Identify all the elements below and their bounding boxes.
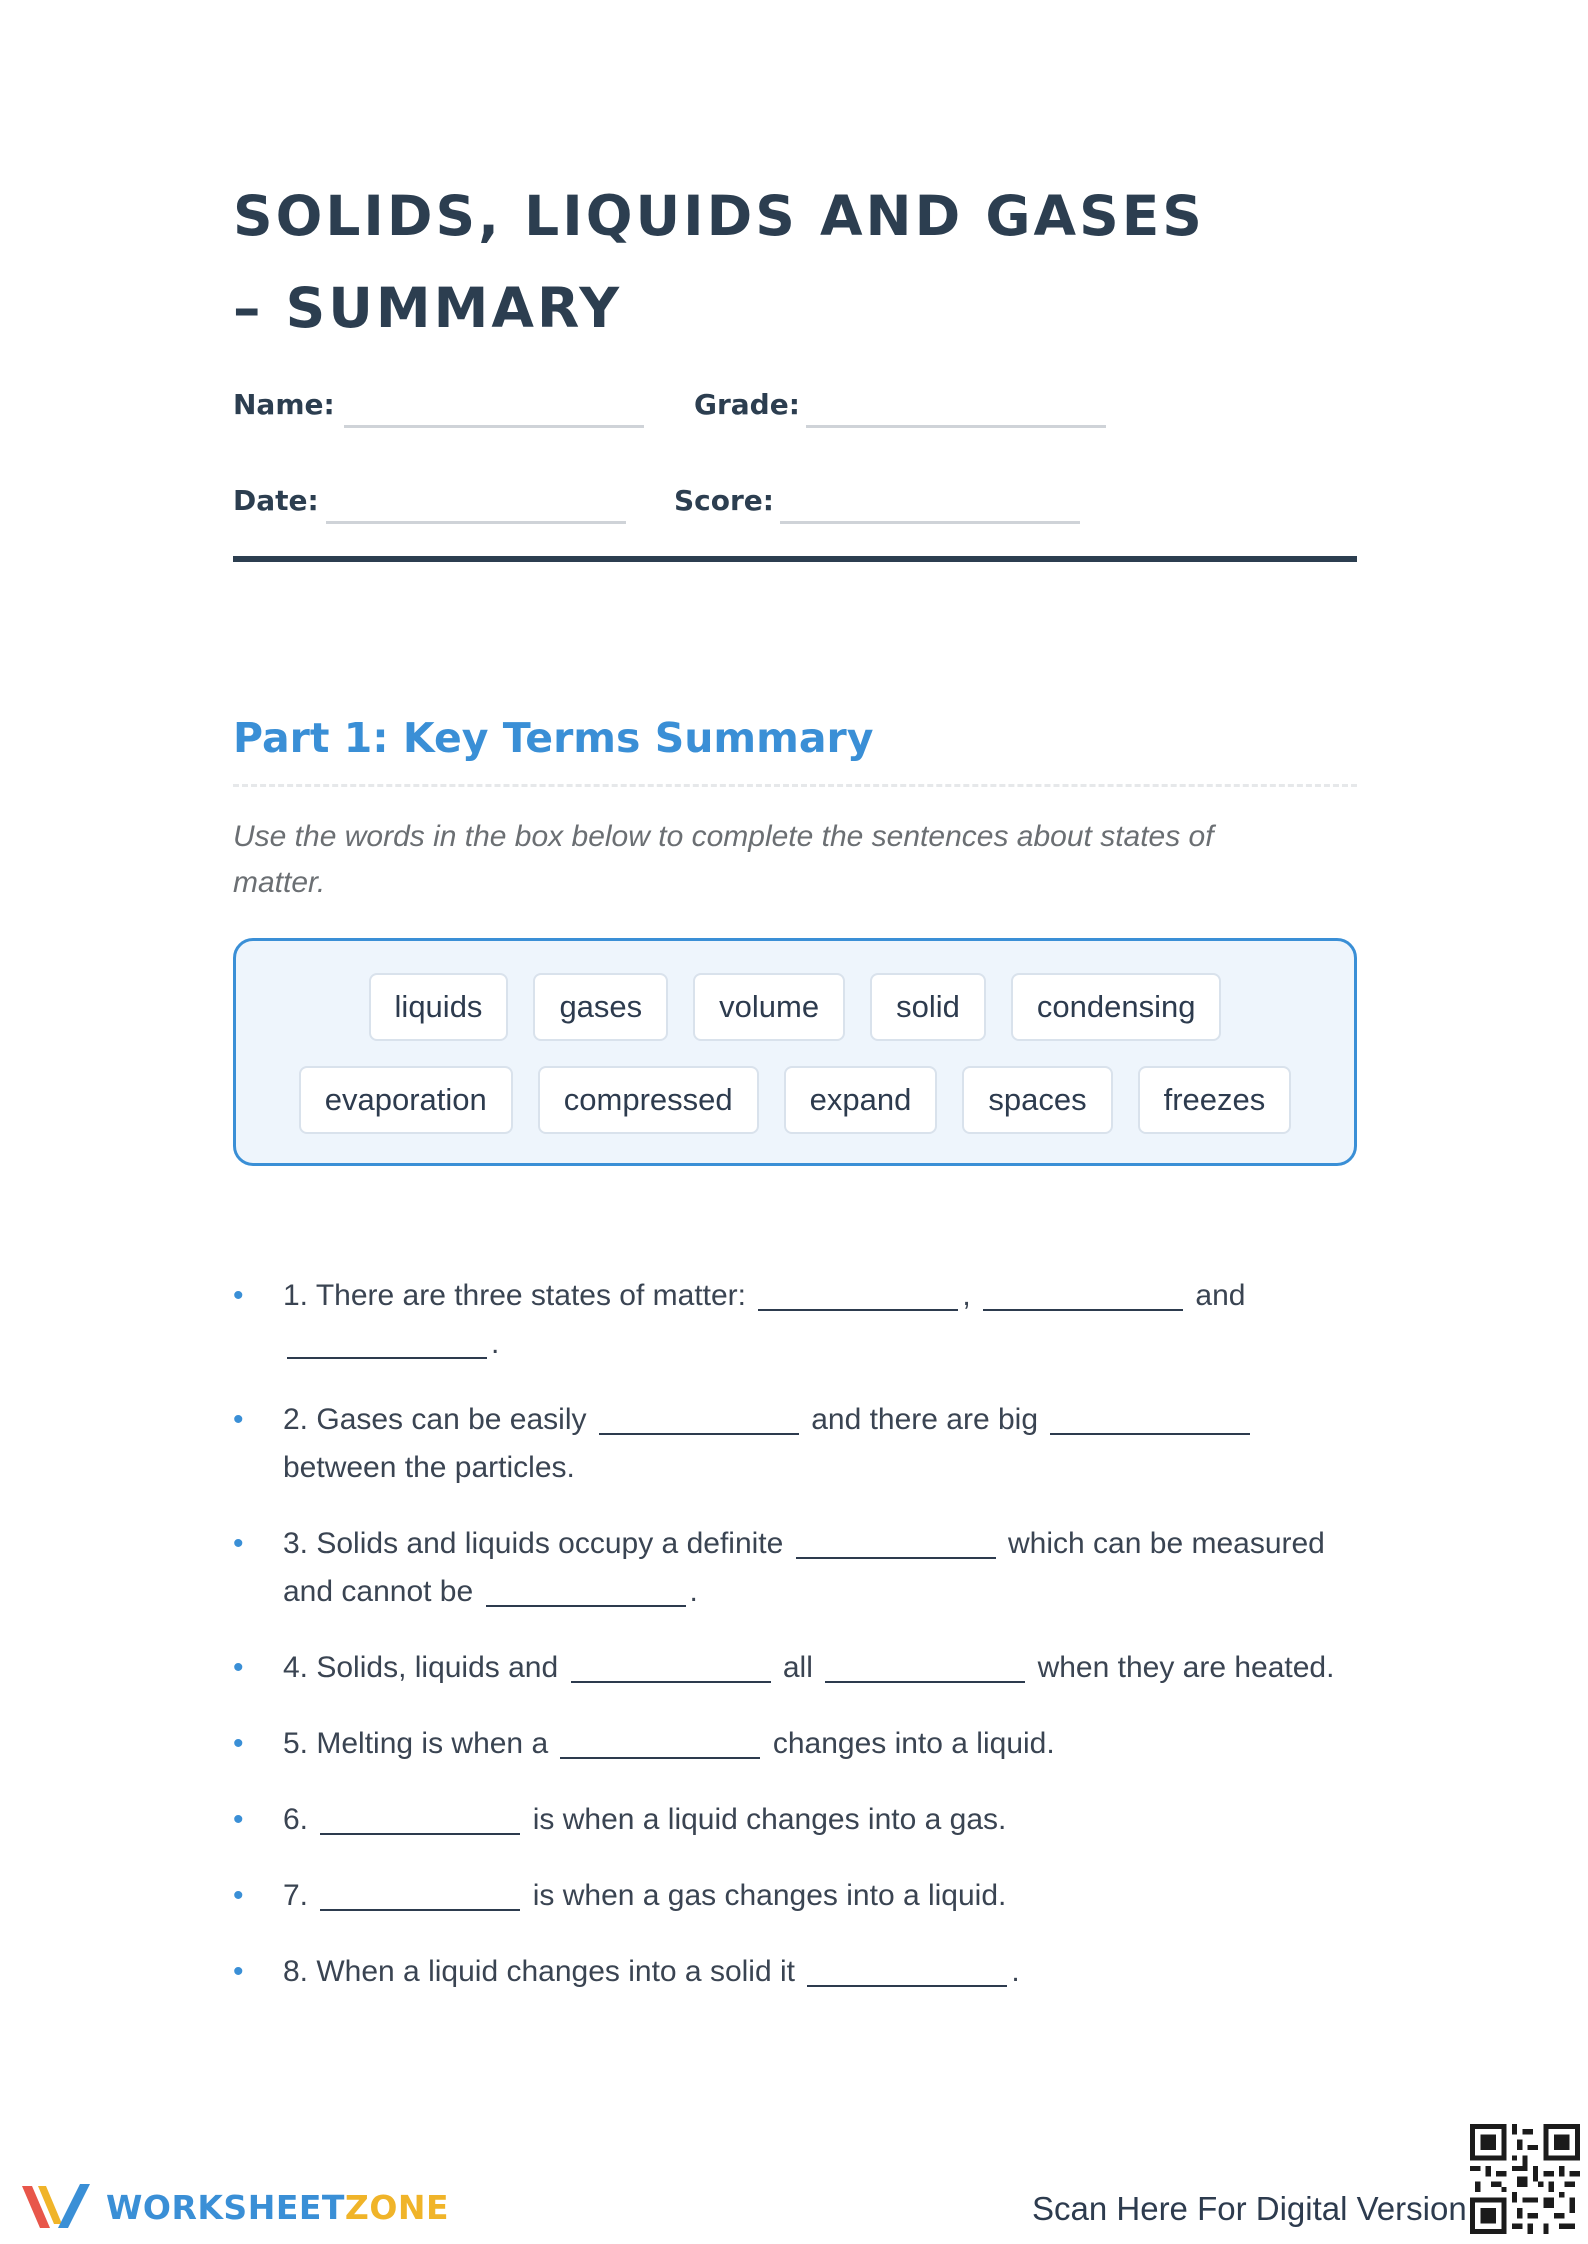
- answer-blank[interactable]: [758, 1281, 958, 1311]
- worksheet-title: SOLIDS, LIQUIDS AND GASES – SUMMARY: [233, 184, 1205, 340]
- word-chip[interactable]: spaces: [962, 1066, 1112, 1134]
- brand-part-2: ZONE: [344, 2188, 450, 2227]
- word-bank: [233, 938, 1357, 1166]
- word-bank-row-1: [236, 973, 1354, 1041]
- answer-blank[interactable]: [1050, 1405, 1250, 1435]
- question-6: [233, 1796, 1363, 1844]
- word-bank-row-2: [236, 1066, 1354, 1134]
- question-text: and there are big: [811, 1403, 1039, 1436]
- grade-field[interactable]: [806, 425, 1106, 428]
- score-label: Score:: [674, 484, 774, 517]
- answer-blank[interactable]: [825, 1653, 1025, 1683]
- word-chip[interactable]: solid: [870, 973, 986, 1041]
- question-text: 7.: [283, 1879, 309, 1912]
- word-chip[interactable]: expand: [784, 1066, 938, 1134]
- worksheetzone-logo-icon: [18, 2178, 98, 2234]
- answer-blank[interactable]: [571, 1653, 771, 1683]
- question-2: [233, 1396, 1363, 1492]
- date-label: Date:: [233, 484, 319, 517]
- name-label: Name:: [233, 388, 335, 421]
- question-text: all: [782, 1651, 813, 1684]
- word-chip[interactable]: liquids: [369, 973, 509, 1041]
- answer-blank[interactable]: [560, 1729, 760, 1759]
- word-chip[interactable]: gases: [533, 973, 668, 1041]
- word-chip[interactable]: freezes: [1138, 1066, 1292, 1134]
- question-text: 8. When a liquid changes into a solid it: [283, 1955, 795, 1988]
- word-chip[interactable]: compressed: [538, 1066, 759, 1134]
- question-text: 2. Gases can be easily: [283, 1403, 587, 1436]
- qr-code-icon[interactable]: [1470, 2124, 1580, 2234]
- answer-blank[interactable]: [796, 1529, 996, 1559]
- section-divider: [233, 784, 1357, 787]
- question-3: [233, 1520, 1363, 1616]
- answer-blank[interactable]: [807, 1957, 1007, 1987]
- question-text: is when a gas changes into a liquid.: [532, 1879, 1007, 1912]
- brand-part-1: WORKSHEET: [106, 2188, 345, 2227]
- answer-blank[interactable]: [599, 1405, 799, 1435]
- question-text: 6.: [283, 1803, 309, 1836]
- question-8: [233, 1948, 1363, 1996]
- date-field[interactable]: [326, 521, 626, 524]
- question-1: [233, 1272, 1363, 1368]
- question-text: 3. Solids and liquids occupy a definite: [283, 1527, 784, 1560]
- answer-blank[interactable]: [320, 1881, 520, 1911]
- answer-blank[interactable]: [486, 1577, 686, 1607]
- question-text: 1. There are three states of matter:: [283, 1279, 747, 1312]
- question-list: [233, 1272, 1363, 1996]
- question-text: 4. Solids, liquids and: [283, 1651, 559, 1684]
- question-text: ,: [962, 1279, 971, 1312]
- name-field[interactable]: [344, 425, 644, 428]
- question-text: between the particles.: [283, 1451, 575, 1484]
- question-text: changes into a liquid.: [772, 1727, 1055, 1760]
- question-text: is when a liquid changes into a gas.: [532, 1803, 1007, 1836]
- question-text: and: [1195, 1279, 1246, 1312]
- brand-name: [106, 2188, 449, 2227]
- answer-blank[interactable]: [320, 1805, 520, 1835]
- question-7: [233, 1872, 1363, 1920]
- word-chip[interactable]: condensing: [1011, 973, 1222, 1041]
- question-text: .: [1011, 1955, 1020, 1988]
- question-text: which can be measured and cannot be: [283, 1527, 1325, 1608]
- question-text: when they are heated.: [1037, 1651, 1335, 1684]
- question-text: 5. Melting is when a: [283, 1727, 549, 1760]
- score-field[interactable]: [780, 521, 1080, 524]
- word-chip[interactable]: volume: [693, 973, 845, 1041]
- grade-label: Grade:: [694, 388, 800, 421]
- scan-text: Scan Here For Digital Version: [1032, 2190, 1467, 2227]
- question-4: [233, 1644, 1363, 1692]
- section-title: Part 1: Key Terms Summary: [233, 714, 874, 762]
- question-text: .: [689, 1575, 698, 1608]
- answer-blank[interactable]: [287, 1329, 487, 1359]
- question-text: .: [491, 1327, 500, 1360]
- question-5: [233, 1720, 1363, 1768]
- instruction-text: Use the words in the box below to complete the sentences about states of matter.: [233, 820, 1214, 899]
- header-divider: [233, 556, 1357, 562]
- answer-blank[interactable]: [983, 1281, 1183, 1311]
- word-chip[interactable]: evaporation: [299, 1066, 513, 1134]
